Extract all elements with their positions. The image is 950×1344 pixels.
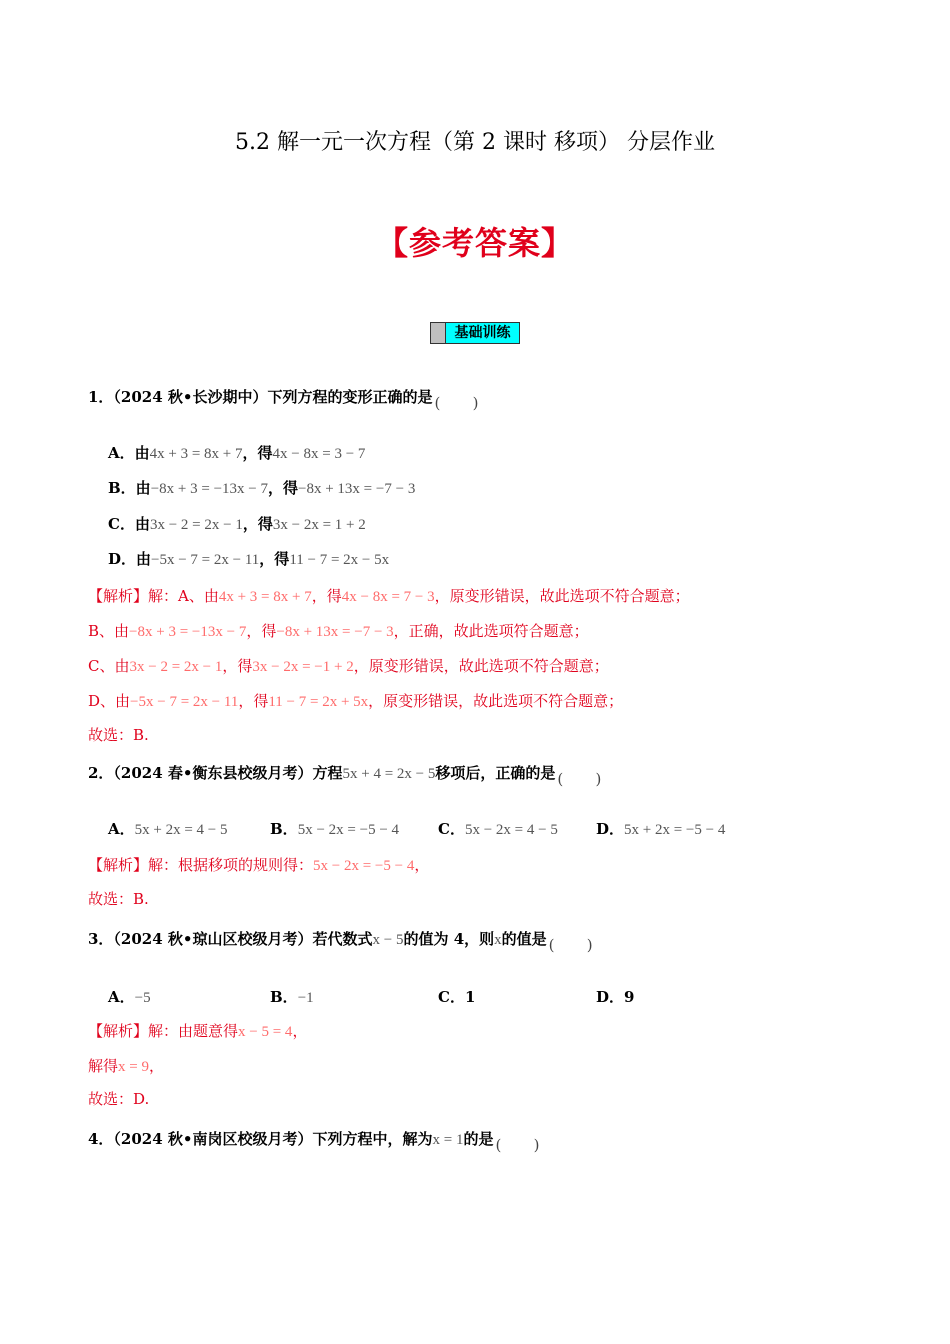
- q3-option-a[interactable]: [108, 986, 151, 1007]
- question-4-stem: 的是: [463, 1130, 494, 1148]
- option-label: C．: [438, 820, 465, 838]
- solution-text: 解得: [88, 1057, 119, 1075]
- equation: 5x + 2x = −5 − 4: [624, 822, 726, 838]
- q1-option-b[interactable]: [108, 477, 415, 498]
- equation: 3x − 2x = −1 + 2: [252, 659, 354, 675]
- q1-option-a[interactable]: [108, 442, 365, 463]
- question-2-stem: 移项后，正确的是: [435, 764, 556, 782]
- q3-option-d[interactable]: [596, 986, 634, 1007]
- question-3: 3．（2024 秋•琼山区校级月考）若代数式x − 5的值为 4，则x的值是 ( ): [88, 930, 593, 954]
- equation: x − 5: [372, 932, 404, 948]
- equation: 11 − 7 = 2x − 5x: [289, 552, 390, 568]
- solution-text: ，正确，故此选项符合题意；: [393, 622, 589, 640]
- question-3-stem: 3．（2024 秋•琼山区校级月考）若代数式: [88, 930, 373, 948]
- answer-heading: 【参考答案】: [375, 224, 574, 262]
- option-label: D．: [596, 820, 625, 838]
- q1-solution-line-1: [88, 585, 690, 606]
- solution-text: 【解析】解：根据移项的规则得：: [88, 856, 314, 874]
- equation: 4x + 3 = 8x + 7: [218, 589, 312, 605]
- option-label: D．: [596, 988, 625, 1006]
- option-label: B．由: [108, 479, 151, 497]
- solution-text: ，: [414, 856, 430, 874]
- q2-solution: [88, 854, 429, 875]
- q1-option-c[interactable]: [108, 513, 366, 534]
- question-4: 4．（2024 秋•南岗区校级月考）下列方程中，解为x = 1的是 ( ): [88, 1130, 540, 1154]
- equation: 5x − 2x = −5 − 4: [297, 822, 400, 838]
- option-text: ，得: [242, 444, 273, 462]
- question-4-stem: 4．（2024 秋•南岗区校级月考）下列方程中，解为: [88, 1130, 433, 1148]
- equation: 4x − 8x = 3 − 7: [272, 446, 366, 462]
- equation: 5x + 4 = 2x − 5: [342, 766, 436, 782]
- q1-option-d[interactable]: [108, 548, 389, 569]
- option-text: ，得: [268, 479, 299, 497]
- option-label: D．由: [108, 550, 152, 568]
- solution-text: D、由: [88, 692, 131, 710]
- q2-option-a[interactable]: [108, 818, 228, 839]
- q1-solution-line-3: [88, 655, 609, 676]
- question-2-stem: 2．（2024 春•衡东县校级月考）方程: [88, 764, 343, 782]
- option-value: −1: [297, 990, 314, 1006]
- section-tag: [430, 322, 520, 344]
- solution-text: 【解析】解：由题意得: [88, 1022, 239, 1040]
- equation: 11 − 7 = 2x + 5x: [268, 694, 369, 710]
- question-1-stem: 1．（2024 秋•长沙期中）下列方程的变形正确的是: [88, 388, 433, 406]
- option-value: 1: [464, 988, 476, 1006]
- equation: x − 5 = 4: [238, 1024, 293, 1040]
- q3-solution-line-1: [88, 1020, 307, 1041]
- solution-text: ，得: [222, 657, 253, 675]
- equation: 3x − 2 = 2x − 1: [149, 517, 243, 533]
- solution-text: ，得: [311, 587, 342, 605]
- option-value: −5: [134, 990, 151, 1006]
- q2-option-c[interactable]: [438, 818, 558, 839]
- section-label: 基础训练: [446, 323, 519, 343]
- equation: 5x + 2x = 4 − 5: [134, 822, 228, 838]
- section-tag-marker: [431, 323, 446, 343]
- q3-solution-line-2: [88, 1055, 164, 1076]
- equation: −8x + 3 = −13x − 7: [129, 624, 247, 640]
- option-value: 9: [624, 988, 635, 1006]
- option-label: C．: [438, 988, 465, 1006]
- question-1: 1．（2024 秋•长沙期中）下列方程的变形正确的是 ( ): [88, 388, 479, 412]
- option-label: A．: [108, 988, 135, 1006]
- equation: −8x + 13x = −7 − 3: [298, 481, 416, 497]
- question-3-stem: 的值为 4，则: [403, 930, 495, 948]
- equation: 4x − 8x = 7 − 3: [341, 589, 435, 605]
- option-label: B．: [270, 988, 298, 1006]
- q2-option-b[interactable]: [270, 818, 399, 839]
- equation: −5x − 7 = 2x − 11: [151, 552, 260, 568]
- q1-choice: 故选：B.: [88, 726, 149, 744]
- q3-choice: 故选：D.: [88, 1090, 150, 1108]
- equation: −8x + 13x = −7 − 3: [276, 624, 394, 640]
- solution-text: ，: [148, 1057, 164, 1075]
- q2-choice: 故选：B.: [88, 890, 149, 908]
- question-3-stem: 的值是: [501, 930, 547, 948]
- equation: 4x + 3 = 8x + 7: [149, 446, 243, 462]
- solution-text: B、由: [88, 622, 130, 640]
- equation: 5x − 2x = −5 − 4: [313, 858, 415, 874]
- solution-text: ，原变形错误，故此选项不符合题意；: [368, 692, 624, 710]
- question-2: 2．（2024 春•衡东县校级月考）方程5x + 4 = 2x − 5移项后，正确的是 ( ): [88, 764, 602, 788]
- option-label: A．由: [108, 444, 150, 462]
- option-text: ，得: [242, 515, 273, 533]
- equation: x = 9: [118, 1059, 149, 1075]
- page-title: 5.2 解一元一次方程（第 2 课时 移项） 分层作业: [235, 130, 715, 155]
- equation: −5x − 7 = 2x − 11: [130, 694, 239, 710]
- equation: 3x − 2x = 1 + 2: [272, 517, 366, 533]
- equation: 3x − 2 = 2x − 1: [129, 659, 223, 675]
- q1-solution-line-4: [88, 690, 623, 711]
- solution-text: ，原变形错误，故此选项不符合题意；: [353, 657, 609, 675]
- q3-option-b[interactable]: [270, 986, 314, 1007]
- solution-text: ，: [292, 1022, 308, 1040]
- equation: 5x − 2x = 4 − 5: [464, 822, 558, 838]
- solution-text: ，得: [246, 622, 277, 640]
- option-text: ，得: [259, 550, 290, 568]
- option-label: C．由: [108, 515, 150, 533]
- solution-text: ，得: [238, 692, 269, 710]
- q1-solution-line-2: [88, 620, 589, 641]
- solution-text: ，原变形错误，故此选项不符合题意；: [434, 587, 690, 605]
- equation: −8x + 3 = −13x − 7: [150, 481, 268, 497]
- q3-option-c[interactable]: [438, 986, 475, 1007]
- q2-option-d[interactable]: [596, 818, 725, 839]
- variable: x: [494, 932, 502, 948]
- equation: x = 1: [432, 1132, 464, 1148]
- solution-text: C、由: [88, 657, 130, 675]
- option-label: B．: [270, 820, 298, 838]
- option-label: A．: [108, 820, 135, 838]
- solution-text: 【解析】解：A、由: [88, 587, 219, 605]
